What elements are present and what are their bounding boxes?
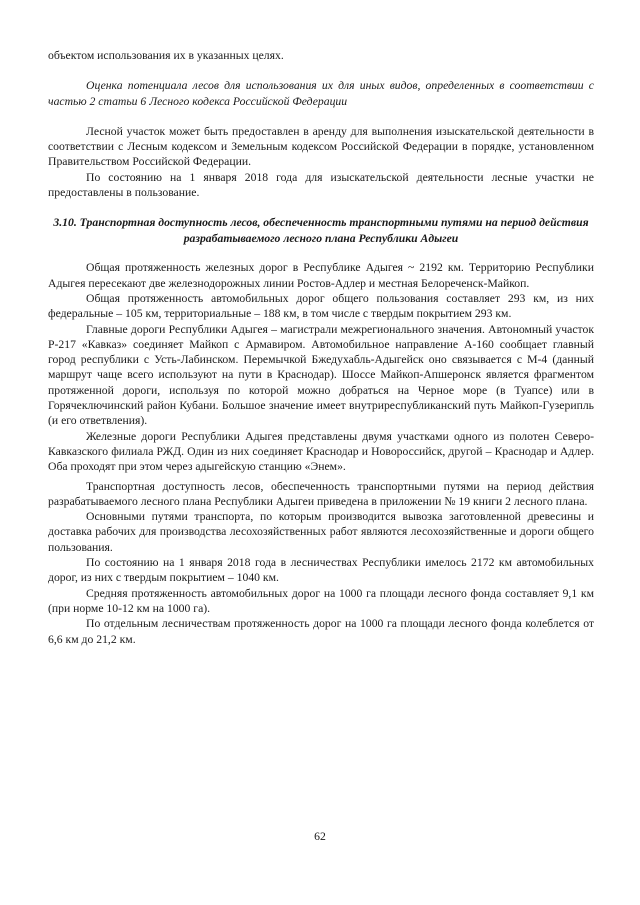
intro-paragraph: По состоянию на 1 января 2018 года для изыскательской деятельности лесные участки не предоставлены в пользование. [48, 170, 594, 200]
body-paragraph: По состоянию на 1 января 2018 года в лесничествах Республики имелось 2172 км автомобильных дорог, из них с твердым покрытием – 1040 км. [48, 556, 594, 585]
body-paragraph: Главные дороги Республики Адыгея – магистрали межрегионального значения. Автономный участок Р-217 «Кавказ» соединяет Майкоп с Армавиром. Автомобильное направление А-160 сообщает главный город республики с Усть-Лабинском. Перемычкой Бжедухабль-Адыгейск оно связывается с М-4 (данный маршрут чаще всего используют на пути в Краснодар). Шоссе Майкоп-Апшеронск является фрагментом протяженной дороги, используя по которой можно добраться на Черное море (в Туапсе) или в Горячеключинский район Кубани. Большое значение имеет внутриреспубликанский путь Майкоп-Гузерипль (и его ответвления). [48, 322, 594, 428]
body-paragraph: По отдельным лесничествам протяженность дорог на 1000 га площади лесного фонда колеблется от 6,6 км до 21,2 км. [48, 617, 594, 646]
body-paragraph: Транспортная доступность лесов, обеспеченность транспортными путями на период действия разрабатываемого лесного плана Республики Адыгеи приведена в приложении № 19 книги 2 лесного плана. [48, 479, 594, 508]
intro-paragraph: Лесной участок может быть предоставлен в аренду для выполнения изыскательской деятельности в соответствии с Лесным кодексом и Земельным кодексом Российской Федерации в порядке, установленном Правительством Российской Федерации. [48, 124, 594, 169]
body-paragraph: Основными путями транспорта, по которым производится вывозка заготовленной древесины и доставка рабочих для производства лесохозяйственных работ являются лесохозяйственные и дороги общего пользования. [48, 510, 594, 554]
page-number: 62 [314, 830, 326, 843]
body-paragraph: Железные дороги Республики Адыгея представлены двумя участками одного из полотен Северо-Кавказского филиала РЖД. Один из них соединяет Краснодар и Новороссийск, другой – Краснодар и Адлер. Оба проходят при этом через адыгейскую станцию «Энем». [48, 429, 594, 474]
italic-subheading: Оценка потенциала лесов для использования их для иных видов, определенных в соответствии с частью 2 статьи 6 Лесного кодекса Российской Федерации [48, 79, 594, 108]
document-page [48, 48, 594, 647]
body-paragraph: Средняя протяженность автомобильных дорог на 1000 га площади лесного фонда составляет 9,1 км (при норме 10-12 км на 1000 га). [48, 586, 594, 615]
body-paragraph: Общая протяженность автомобильных дорог общего пользования составляет 293 км, из них федеральные – 105 км, территориальные – 188 км, в том числе с твердым покрытием 293 км. [48, 291, 594, 321]
section-title: 3.10. Транспортная доступность лесов, обеспеченность транспортными путями на период действия разрабатываемого лесного плана Республики Адыгеи [53, 216, 589, 245]
body-paragraph: Общая протяженность железных дорог в Республике Адыгея ~ 2192 км. Территорию Республики Адыгея пересекают две железнодорожных линии Ростов-Адлер и местная Белореченск-Майкоп. [48, 261, 594, 290]
top-fragment: объектом использования их в указанных целях. [48, 49, 284, 62]
